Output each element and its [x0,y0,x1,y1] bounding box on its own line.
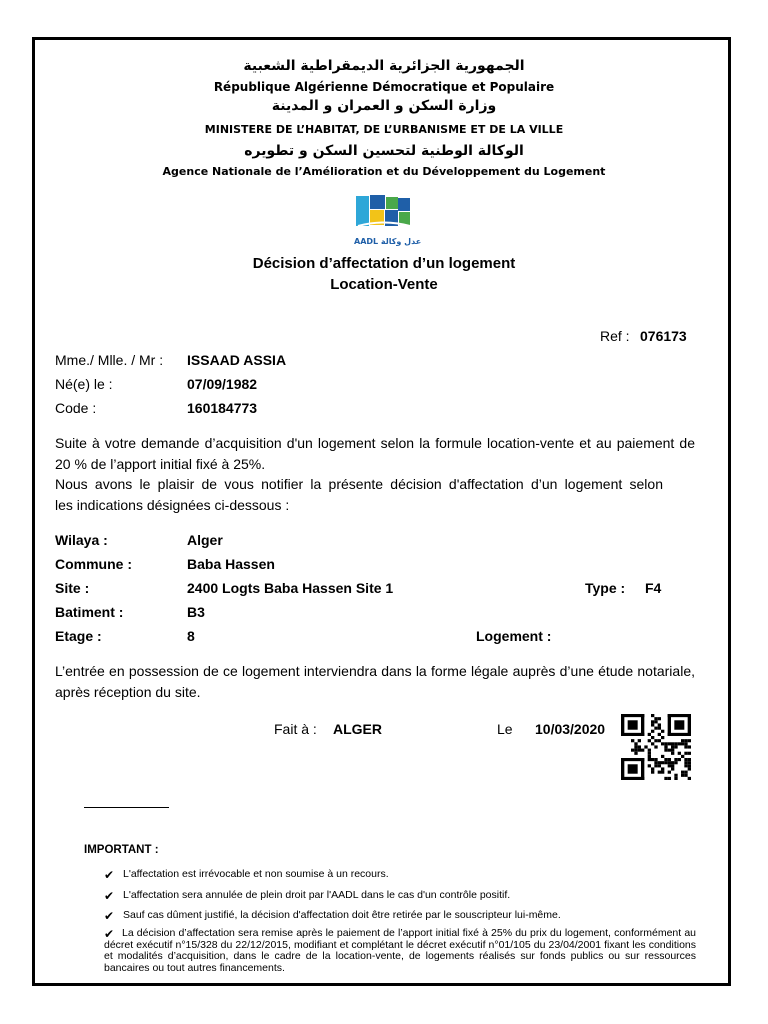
logo-caption: AADL عدل وكالة [354,237,422,246]
check-icon: ✔ [104,889,115,903]
etage-value: 8 [187,628,195,644]
etage-label: Etage : [55,628,102,644]
type-label: Type : [585,580,626,596]
check-icon: ✔ [104,909,115,923]
type-value: F4 [645,580,662,596]
wilaya-value: Alger [187,532,223,548]
important-item-4: La décision d’affectation sera remise après le paiement de l’apport initial fixé à 25% du prix du logement, conformément au décret exécutif n°15/328 du 22/12/2015, modifiant et complétant le décret exécutif n°01/105 du 23/04/2001 fixant les conditions et modalités d’acquisition, dans le cadre de la location-vente, de logements réalisés sur fonds publics ou sur ressources bancaires ou tout autres financements. [104,927,696,974]
name-value: ISSAAD ASSIA [187,352,287,368]
name-label: Mme./ Mlle. / Mr : [55,352,164,368]
batiment-label: Batiment : [55,604,124,620]
qr-code-graphic [621,714,691,780]
site-value: 2400 Logts Baba Hassen Site 1 [187,580,394,596]
intro-paragraph-2-line-2: les indications désignées ci-dessous : [55,497,290,513]
birth-label: Né(e) le : [55,376,113,392]
site-label: Site : [55,580,90,596]
fait-label: Fait à : [274,721,317,737]
header-french-republic: République Algérienne Démocratique et Populaire [213,80,555,94]
intro-paragraph-2-line-1: Nous avons le plaisir de vous notifier la présente décision d'affectation d’un logement selon [55,476,663,492]
header-arabic-agency: الوكالة الوطنية لتحسين السكن و تطويره [244,143,524,159]
header-french-agency: Agence Nationale de l’Amélioration et du Développement du Logement [162,165,606,178]
date-value: 10/03/2020 [535,721,606,737]
document-subtitle: Location-Vente [330,276,438,293]
commune-value: Baba Hassen [187,556,275,572]
wilaya-label: Wilaya : [55,532,108,548]
qr-code [621,714,691,780]
important-item-2: L'affectation sera annulée de plein droit par l'AADL dans le cas d'un contrôle positif. [123,889,511,901]
batiment-value: B3 [187,604,205,620]
commune-label: Commune : [55,556,132,572]
document-title: Décision d’affectation d’un logement [252,255,516,272]
ref-label: Ref : [600,328,630,344]
possession-paragraph: L’entrée en possession de ce logement interviendra dans la forme légale auprès d’une étude notariale, après réception du site. [55,663,695,700]
important-item-3: Sauf cas dûment justifié, la décision d'affectation doit être retirée par le souscripteur lui-même. [123,909,561,921]
header-arabic-ministry: وزارة السكن و العمران و المدينة [271,98,497,114]
code-label: Code : [55,400,97,416]
logement-label: Logement : [476,628,552,644]
check-icon: ✔ [104,927,115,941]
important-heading: IMPORTANT : [84,844,159,856]
header-arabic-republic: الجمهورية الجزائرية الديمقراطية الشعبية [243,58,525,74]
code-value: 160184773 [187,400,258,416]
le-label: Le [497,721,513,737]
signature-separator [84,807,169,808]
important-item-1: L'affectation est irrévocable et non soumise à un recours. [123,868,389,880]
intro-paragraph-1: Suite à votre demande d’acquisition d'un logement selon la formule location-vente et au paiement de 20 % de l’apport initial fixé à 25%. [55,435,695,472]
fait-value: ALGER [333,721,382,737]
header-french-ministry: MINISTERE DE L’HABITAT, DE L’URBANISME ET DE LA VILLE [204,123,564,136]
ref-value: 076173 [640,328,687,344]
aadl-logo [354,193,422,251]
birth-value: 07/09/1982 [187,376,258,392]
check-icon: ✔ [104,868,115,882]
